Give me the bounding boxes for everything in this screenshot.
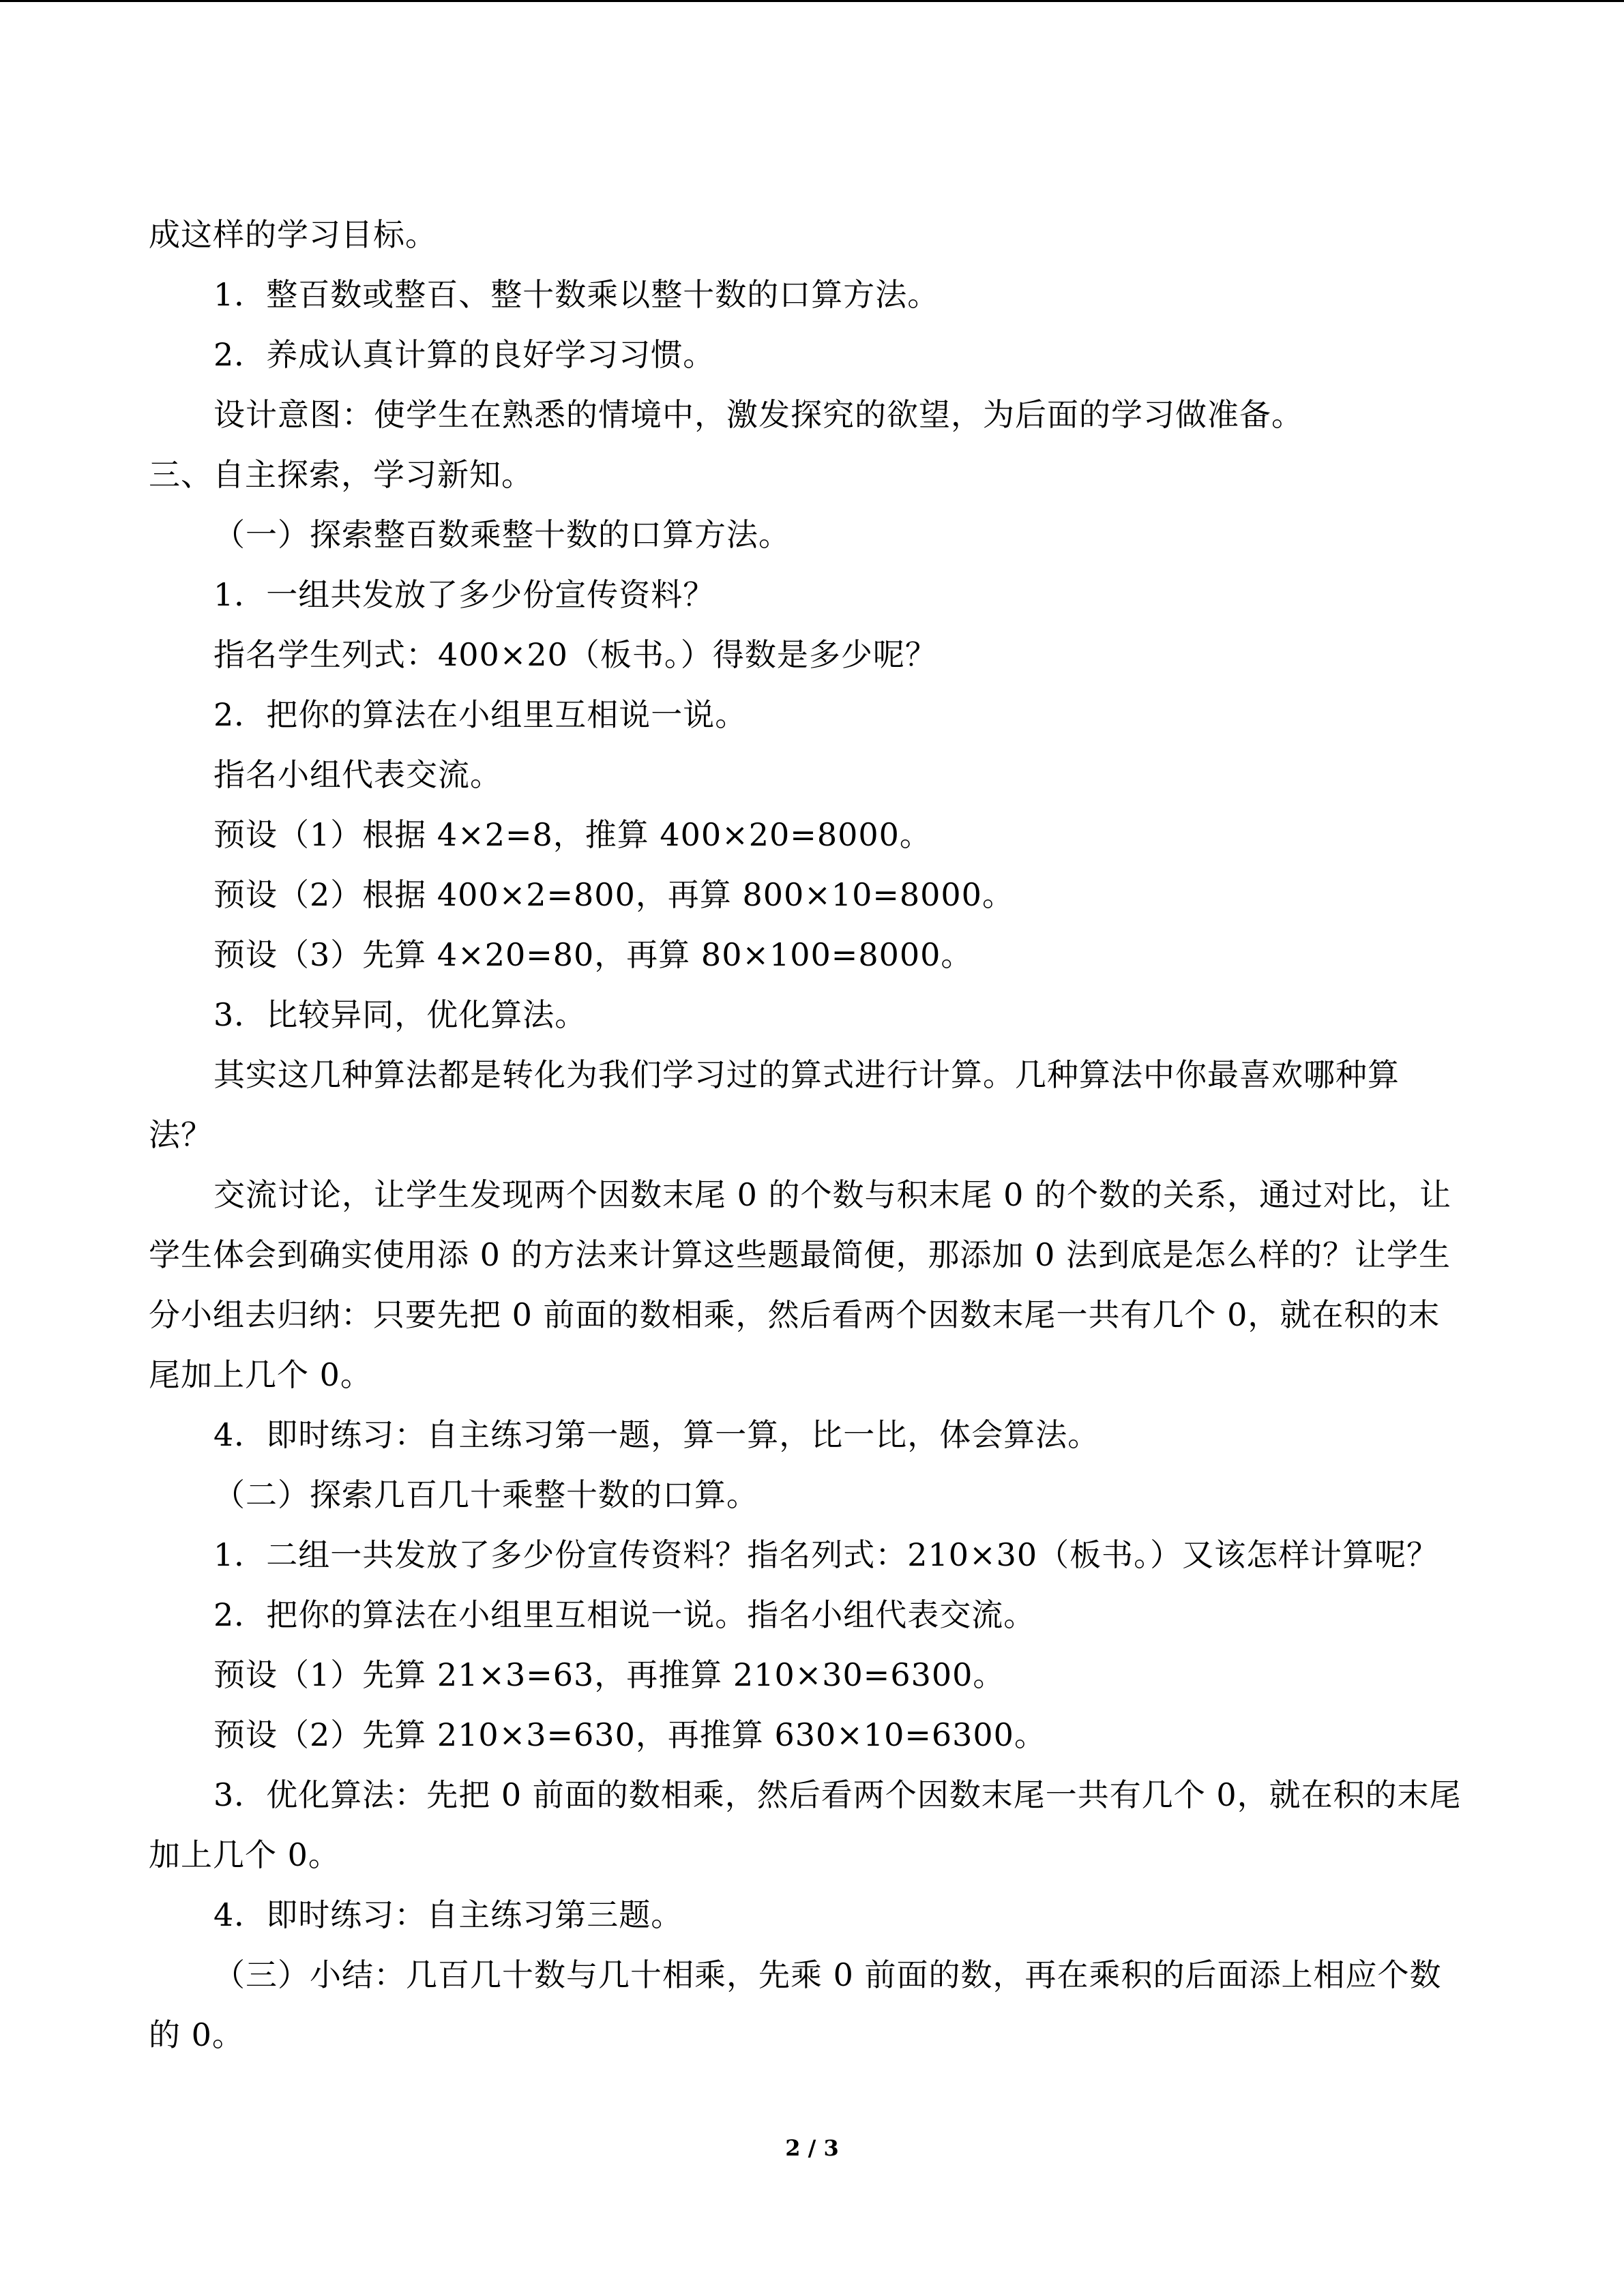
text-line: 法？ bbox=[149, 1116, 213, 1153]
text-line: 3．优化算法：先把 0 前面的数相乘，然后看两个因数末尾一共有几个 0，就在积的末尾 bbox=[213, 1776, 1462, 1813]
subsection-heading: （三）小结：几百几十数与几十相乘，先乘 0 前面的数，再在乘积的后面添上相应个数 bbox=[213, 1956, 1442, 1993]
text-line: 1．一组共发放了多少份宣传资料？ bbox=[213, 576, 715, 613]
text-line: 预设（2）根据 400×2=800，再算 800×10=8000。 bbox=[213, 876, 1014, 913]
text-line: 交流讨论，让学生发现两个因数末尾 0 的个数与积末尾 0 的个数的关系，通过对比，让 bbox=[213, 1176, 1452, 1213]
text-line: 预设（2）先算 210×3=630，再推算 630×10=6300。 bbox=[213, 1716, 1046, 1753]
text-line: 尾加上几个 0。 bbox=[149, 1356, 372, 1393]
text-line: 预设（1）先算 21×3=63，再推算 210×30=6300。 bbox=[213, 1656, 1005, 1693]
text-line: 2．养成认真计算的良好学习习惯。 bbox=[213, 336, 715, 373]
text-line: 1．整百数或整百、整十数乘以整十数的口算方法。 bbox=[213, 276, 940, 313]
text-line: 学生体会到确实使用添 0 的方法来计算这些题最简便，那添加 0 法到底是怎么样的？让学生 bbox=[149, 1236, 1451, 1273]
text-line: 其实这几种算法都是转化为我们学习过的算式进行计算。几种算法中你最喜欢哪种算 bbox=[213, 1056, 1400, 1093]
text-line: 的 0。 bbox=[149, 2016, 244, 2053]
text-line: 3．比较异同，优化算法。 bbox=[213, 996, 587, 1033]
text-line: 4．即时练习：自主练习第三题。 bbox=[213, 1896, 683, 1933]
text-line: 加上几个 0。 bbox=[149, 1836, 340, 1873]
text-line: 4．即时练习：自主练习第一题，算一算，比一比，体会算法。 bbox=[213, 1416, 1100, 1453]
text-line: 预设（3）先算 4×20=80，再算 80×100=8000。 bbox=[213, 936, 973, 973]
text-line: 设计意图：使学生在熟悉的情境中，激发探究的欲望，为后面的学习做准备。 bbox=[213, 396, 1303, 433]
text-line: 预设（1）根据 4×2=8，推算 400×20=8000。 bbox=[213, 816, 932, 853]
subsection-heading: （二）探索几百几十乘整十数的口算。 bbox=[213, 1476, 758, 1513]
text-line: 2．把你的算法在小组里互相说一说。指名小组代表交流。 bbox=[213, 1596, 1036, 1633]
text-line: 成这样的学习目标。 bbox=[149, 216, 437, 253]
text-line: 指名小组代表交流。 bbox=[213, 756, 502, 793]
page-number: 2 / 3 bbox=[785, 2135, 839, 2161]
subsection-heading: （一）探索整百数乘整十数的口算方法。 bbox=[213, 516, 791, 553]
text-line: 1．二组一共发放了多少份宣传资料？指名列式：210×30（板书。）又该怎样计算呢？ bbox=[213, 1536, 1439, 1573]
text-line: 指名学生列式：400×20（板书。）得数是多少呢？ bbox=[213, 636, 937, 673]
text-line: 分小组去归纳：只要先把 0 前面的数相乘，然后看两个因数末尾一共有几个 0，就在积的末 bbox=[149, 1296, 1441, 1333]
text-line: 2．把你的算法在小组里互相说一说。 bbox=[213, 696, 748, 733]
section-heading: 三、自主探索，学习新知。 bbox=[149, 456, 533, 493]
